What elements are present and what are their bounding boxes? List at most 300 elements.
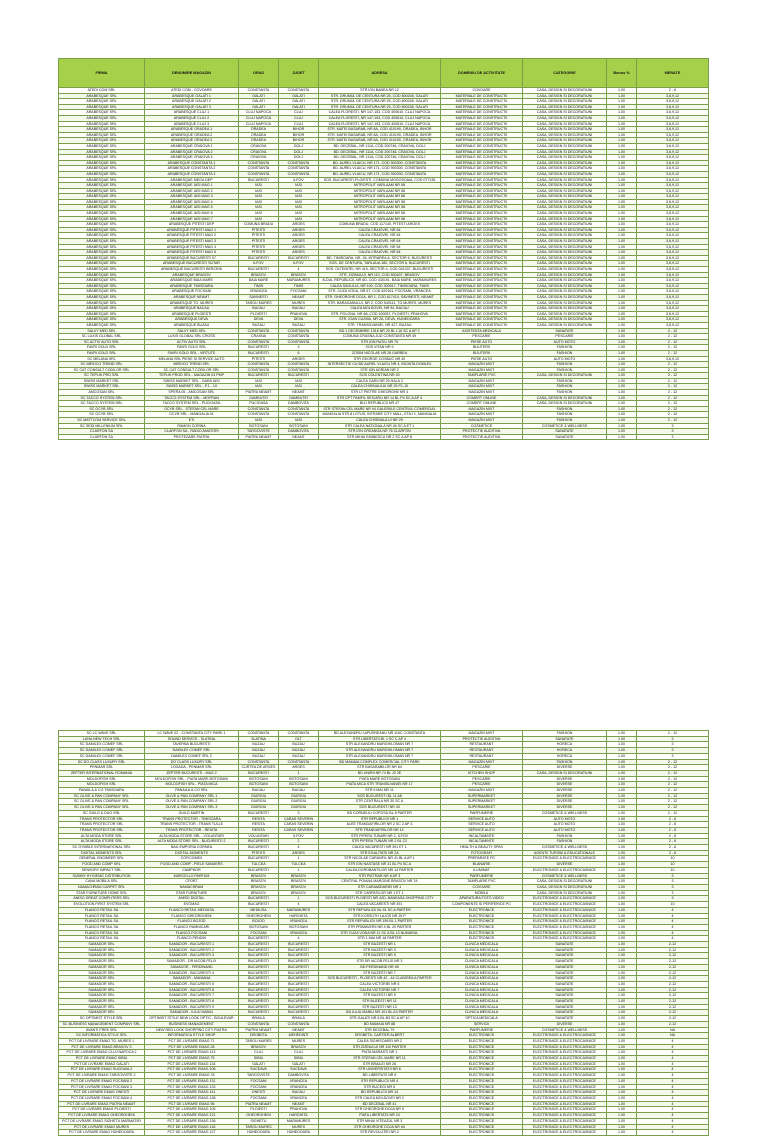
table-cell: MOBILA bbox=[441, 890, 523, 896]
table-cell: BUCURESTI bbox=[239, 810, 279, 816]
table-cell: 1.00 bbox=[607, 770, 637, 776]
table-cell: 2 - 6 bbox=[637, 833, 709, 839]
table-cell: SOS. OLTENITEI, NR 415, SECTOR 4, COD 041337, BUCURESTI bbox=[319, 267, 441, 273]
table-cell: SWISS MARKET SRL bbox=[59, 378, 145, 384]
table-cell: SOS VITAN NR 9 bbox=[319, 345, 441, 351]
table-cell: BRASOV bbox=[279, 1044, 319, 1050]
table-cell: PLOIESTI bbox=[239, 1107, 279, 1113]
table-cell: CASA, DESIGN SI DECORATIUNI bbox=[523, 373, 607, 379]
table-row bbox=[59, 1130, 709, 1136]
table-cell: BOTOSANI bbox=[279, 776, 319, 782]
table-cell: SAMADOR SRL bbox=[59, 970, 145, 976]
table-cell: FAVRI GOLD SRL bbox=[59, 345, 145, 351]
table-cell: MATERIALE DE CONSTRUCTII bbox=[441, 93, 523, 99]
table-cell: CARAS SEVERIN bbox=[279, 816, 319, 822]
table-cell: RESTAURANT bbox=[441, 742, 523, 748]
table-cell: ARABESQUE SRL bbox=[59, 183, 145, 189]
table-cell: 1.00 bbox=[607, 149, 637, 155]
table-cell: CRAIOVA bbox=[239, 155, 279, 161]
table-cell: ILFOV bbox=[239, 261, 279, 267]
table-cell: CONSTANTA bbox=[239, 339, 279, 345]
table-cell: ARABESQUE SRL bbox=[59, 149, 145, 155]
table-cell: COSMETICE & WELLNESS bbox=[523, 810, 607, 816]
table-cell: BUCURESTI bbox=[279, 964, 319, 970]
table-cell: CASA, DESIGN SI DECORATIUNI bbox=[523, 239, 607, 245]
table-cell: GALATI bbox=[279, 1061, 319, 1067]
table-cell: 1.00 bbox=[607, 104, 637, 110]
table-cell: STR. CUZA VODA, NR 67, COD 620161, FOCSANI, VRANCEA bbox=[319, 289, 441, 295]
table-cell: CASA, DESIGN SI DECORATIUNI bbox=[523, 255, 607, 261]
table-cell: 2-12 bbox=[637, 964, 709, 970]
table-cell: SAMADOR SRL bbox=[59, 953, 145, 959]
table-cell: 3,6,9,12 bbox=[637, 166, 709, 172]
table-cell: BUCURESTI bbox=[239, 856, 279, 862]
table-cell: NA bbox=[637, 1033, 709, 1039]
table-cell: IASI bbox=[239, 199, 279, 205]
table-cell: ELECTRONICE & ELECTROCASNICE bbox=[523, 896, 607, 902]
table-cell: BUCURESTI bbox=[239, 947, 279, 953]
table-cell: ARABESQUE SRL bbox=[59, 267, 145, 273]
table-cell: SIBIU bbox=[279, 1056, 319, 1062]
table-cell: LUXIS GLOBAL SRL CROSS bbox=[145, 334, 239, 340]
table-cell: 1.00 bbox=[607, 759, 637, 765]
table-cell: STR. BARAGANULUI, NR 2, COD 540111, TG MURES, MURES bbox=[319, 300, 441, 306]
table-cell: PREPARATE PC bbox=[441, 856, 523, 862]
table-cell: CLINICA MEDICALA bbox=[441, 947, 523, 953]
table-body-top bbox=[59, 88, 709, 440]
table-cell: 1.00 bbox=[607, 919, 637, 925]
table-cell: 1.00 bbox=[607, 736, 637, 742]
table-cell: TARGOVISTE bbox=[239, 1073, 279, 1079]
table-cell: PITESTI bbox=[239, 250, 279, 256]
table-cell: FOCSANI bbox=[239, 1084, 279, 1090]
table-cell: 1.00 bbox=[607, 183, 637, 189]
table-cell: CLUJ bbox=[239, 1050, 279, 1056]
table-cell: 1.00 bbox=[607, 1016, 637, 1022]
table-cell: BIHOR bbox=[279, 132, 319, 138]
table-cell: PRAHOVA bbox=[279, 311, 319, 317]
table-cell: PIATA MARE BOTOSANI bbox=[319, 776, 441, 782]
table-cell: GIURGIU bbox=[279, 793, 319, 799]
table-cell: ARABESQUE SRL bbox=[59, 216, 145, 222]
table-cell: 3,6,9,12 bbox=[637, 311, 709, 317]
table-cell: ARABESQUE SRL bbox=[59, 283, 145, 289]
table-cell: BUCURESTI bbox=[239, 267, 279, 273]
table-cell: STR NICOLAE CARANFIL NR 41 BL A AP 1 bbox=[319, 856, 441, 862]
table-cell: CLUJ bbox=[279, 1050, 319, 1056]
table-cell: IASI bbox=[239, 378, 279, 384]
table-cell: STAR FURNITURE bbox=[145, 890, 239, 896]
table-cell: 1.00 bbox=[607, 272, 637, 278]
table-cell: BRASOV bbox=[239, 1044, 279, 1050]
table-cell: BLANARIE bbox=[441, 862, 523, 868]
table-cell: SAMADOR - BUCURESTI 6 bbox=[145, 987, 239, 993]
table-cell: SANATATE bbox=[523, 942, 607, 948]
table-cell: 1.00 bbox=[607, 981, 637, 987]
table-cell: MATERIALE DE CONSTRUCTII bbox=[441, 216, 523, 222]
table-cell: ATEDI COM SRL bbox=[59, 88, 145, 94]
table-cell: ARABESQUE SRL bbox=[59, 239, 145, 245]
table-cell: 1.00 bbox=[607, 423, 637, 429]
table-cell: SAMADOR SRL bbox=[59, 1010, 145, 1016]
table-cell: MATERIALE DE CONSTRUCTII bbox=[441, 239, 523, 245]
table-cell: ATEDI COM - COVOARE bbox=[145, 88, 239, 94]
table-cell: CONSTANTA bbox=[239, 171, 279, 177]
table-cell: AGENTII TURISM & EDUCATIONALE bbox=[523, 850, 607, 856]
table-cell: BUCURESTI bbox=[279, 947, 319, 953]
table-cell: PCT DE LIVRARE EMAG FOCSANI 2 bbox=[59, 1078, 145, 1084]
table-cell: MATERIALE DE CONSTRUCTII bbox=[441, 121, 523, 127]
table-body-bottom bbox=[59, 731, 709, 1136]
table-cell: 2 - 12 bbox=[637, 345, 709, 351]
table-cell: 3 bbox=[637, 890, 709, 896]
table-cell: SOS. BUCURESTI-PLOIESTI, COMUNA MOGOSOAIA, COD 077135 bbox=[319, 177, 441, 183]
table-cell: PCT DE LIVRARE EMAG GHEORGHENI bbox=[59, 1113, 145, 1119]
table-cell: MOLDOFISH SRL - PIATA MARE BOTOSANI bbox=[145, 776, 239, 782]
table-cell: CLUJ NAPOCA bbox=[239, 115, 279, 121]
table-cell: FASHION bbox=[523, 412, 607, 418]
table-cell: SANATATE bbox=[523, 981, 607, 987]
table-cell: MATERIALE DE CONSTRUCTII bbox=[441, 300, 523, 306]
table-cell: CASA, DESIGN SI DECORATIUNI bbox=[523, 261, 607, 267]
table-cell: GALATI bbox=[239, 99, 279, 105]
table-cell: 1.00 bbox=[607, 401, 637, 407]
table-cell: SERVICII bbox=[441, 1021, 523, 1027]
table-cell: SC OPTIMIST STYLE SRL bbox=[59, 1016, 145, 1022]
table-cell: CONSTANTA bbox=[239, 412, 279, 418]
table-cell: CLINICA MEDICALA bbox=[441, 1004, 523, 1010]
table-cell: 1.00 bbox=[607, 993, 637, 999]
table-cell: CLINICA MEDICALA bbox=[441, 959, 523, 965]
table-cell: 4 bbox=[637, 913, 709, 919]
table-cell: STR REVOLUTIEI NR 2 bbox=[319, 1130, 441, 1136]
table-cell: SC OLIVE & PAN COMPANY SRL bbox=[59, 799, 145, 805]
table-cell: SUPERMARKET bbox=[441, 793, 523, 799]
table-cell: STR. MATEI BASARAB, NR 8A, COD 410190, ORADEA, BIHOR bbox=[319, 132, 441, 138]
table-cell: 2 - 12 bbox=[637, 788, 709, 794]
table-cell: ELECTRONICE bbox=[441, 1096, 523, 1102]
table-cell: SAMADOR SRL bbox=[59, 981, 145, 987]
table-cell: 3,6,9,12 bbox=[637, 171, 709, 177]
table-cell: 3,6,9,12 bbox=[637, 115, 709, 121]
table-cell: PITESTI bbox=[239, 244, 279, 250]
table-cell: CASA, DESIGN SI DECORATIUNI bbox=[523, 244, 607, 250]
table-cell: SC OLIVE & PAN COMPANY SRL bbox=[59, 793, 145, 799]
table-cell: ALEE TRANDAFIRILOR NR 2 SC 2 AP 3 bbox=[319, 822, 441, 828]
table-cell: 1.00 bbox=[607, 788, 637, 794]
table-cell: BUCURESTI bbox=[279, 255, 319, 261]
table-cell: 1.00 bbox=[607, 856, 637, 862]
table-cell: PCT DE LIVRARE EMAG 136 bbox=[145, 1118, 239, 1124]
table-cell: TRANS PROTECTOR - TRANS TULLE bbox=[145, 822, 239, 828]
table-cell: BACAU bbox=[239, 788, 279, 794]
table-cell: 3,6,9,12 bbox=[637, 261, 709, 267]
table-cell: CONSTANTA bbox=[279, 339, 319, 345]
table-cell: FOCSANI bbox=[239, 1078, 279, 1084]
table-cell: ARABESQUE CLUJ 3 bbox=[145, 121, 239, 127]
table-cell: SC DAMILEX COMEF SRL bbox=[59, 753, 145, 759]
table-cell: 3 bbox=[637, 896, 709, 902]
table-cell: VRANCEA bbox=[279, 919, 319, 925]
table-cell: FLANCO PENDIN bbox=[145, 936, 239, 942]
table-cell: 1.00 bbox=[607, 121, 637, 127]
table-cell: BLD REPUBLICII NR 47 bbox=[319, 401, 441, 407]
table-cell: ELECTRONICE bbox=[441, 936, 523, 942]
table-cell: EVOLUTION FIRST SYSTEM SRL bbox=[59, 902, 145, 908]
table-cell: ELECTRONICE & ELECTROCASNICE bbox=[523, 1130, 607, 1136]
table-cell: BACAU bbox=[279, 1090, 319, 1096]
table-cell: SOS BUCURESTI PLOIESTI NR 42D, BANEASA SHOPPING CITY bbox=[319, 896, 441, 902]
table-cell: 2-12 bbox=[637, 1004, 709, 1010]
table-cell: CALEA CRAIOVEI, NR 64 bbox=[319, 250, 441, 256]
table-cell: CALEA DOROBANTILOR NR 14 PARTER bbox=[319, 867, 441, 873]
table-cell: ELECTRONICE & ELECTROCASNICE bbox=[523, 924, 607, 930]
table-cell: 4 bbox=[637, 1084, 709, 1090]
table-cell: MATERIALE DE CONSTRUCTII bbox=[441, 199, 523, 205]
table-cell: PIATRA NEAMT bbox=[239, 390, 279, 396]
table-cell: GIURGIU bbox=[239, 793, 279, 799]
table-cell: BOTOSANI bbox=[239, 782, 279, 788]
table-cell: 1.00 bbox=[607, 1118, 637, 1124]
table-cell: BUCURESTI bbox=[239, 964, 279, 970]
table-cell: ELECTRONICE bbox=[441, 919, 523, 925]
table-cell: 3,6,9,12 bbox=[637, 356, 709, 362]
table-cell: 1.00 bbox=[607, 930, 637, 936]
table-cell: 1.00 bbox=[607, 429, 637, 435]
table-cell: SUPERMARKET bbox=[441, 799, 523, 805]
table-cell: COVOARE bbox=[441, 88, 523, 94]
table-cell: ARABESQUE SRL bbox=[59, 300, 145, 306]
table-cell: STR CUZA VODA NR 11 SC A BL 13 NUMARUL bbox=[319, 930, 441, 936]
table-cell: SC LC WAVE SRL bbox=[59, 731, 145, 737]
table-cell: GAMBUTEI bbox=[279, 395, 319, 401]
table-cell: STR CALEA MOLDOVEI NR 2 bbox=[319, 1096, 441, 1102]
table-cell: TIMIS bbox=[239, 283, 279, 289]
table-cell: ARABESQUE GALATI 2 bbox=[145, 99, 239, 105]
table-cell: CALEA FLORESTI, NR 147-153, COD 400610, CLUJ NAPOCA bbox=[319, 115, 441, 121]
table-cell: 2-12 bbox=[637, 993, 709, 999]
table-cell: ARGES bbox=[279, 356, 319, 362]
table-cell: SUPERMARKET bbox=[441, 805, 523, 811]
table-cell: STR REPUBLICII NR 159 BL 1 PARTER bbox=[319, 919, 441, 925]
table-cell: PROTEZARE PIATRA bbox=[145, 434, 239, 440]
table-cell: CASA, DESIGN SI DECORATIUNI bbox=[523, 205, 607, 211]
table-cell: 2 - 6 bbox=[637, 816, 709, 822]
table-cell: ARABESQUE SRL bbox=[59, 166, 145, 172]
table-cell: 2-12 bbox=[637, 976, 709, 982]
table-cell: ELECTRONICE bbox=[441, 1124, 523, 1130]
table-cell: PESCARIE bbox=[523, 334, 607, 340]
table-cell: 1.00 bbox=[607, 1044, 637, 1050]
table-cell: BRASOV bbox=[239, 873, 279, 879]
table-cell: HORECA bbox=[523, 742, 607, 748]
table-cell: SC INFORMATICA STYLE SRL bbox=[59, 1033, 145, 1039]
table-cell: CARAS SEVERIN bbox=[279, 827, 319, 833]
table-cell: PIESE AUTO bbox=[441, 339, 523, 345]
table-cell: ARABESQUE ORADEA 1 bbox=[145, 127, 239, 133]
table-cell: FLANCO BOJOD bbox=[145, 919, 239, 925]
table-cell: BUZAU bbox=[239, 748, 279, 754]
table-cell: CLARFON SA - RADIO AMATORI bbox=[145, 429, 239, 435]
table-cell: 1.00 bbox=[607, 127, 637, 133]
table-cell: ARABESQUE CONSTANTA 1 bbox=[145, 160, 239, 166]
table-cell: CASA, DESIGN SI DECORATIUNI bbox=[523, 879, 607, 885]
table-cell: COSMETICE & WELLNESS bbox=[523, 423, 607, 429]
table-cell: DOLJ bbox=[279, 143, 319, 149]
table-cell: 1.00 bbox=[607, 300, 637, 306]
table-cell: ELECTRONICE & ELECTROCASNICE bbox=[523, 1124, 607, 1130]
table-cell: 1.00 bbox=[607, 177, 637, 183]
table-cell: MATERIALE DE CONSTRUCTII bbox=[441, 261, 523, 267]
table-cell: SWISS MARKET SRL - GARA IASI bbox=[145, 378, 239, 384]
table-cell: 1.00 bbox=[607, 350, 637, 356]
table-cell: HORECA bbox=[523, 753, 607, 759]
table-cell: SC TACCO SYSTEM SRL bbox=[59, 401, 145, 407]
table-cell: 2-12 bbox=[637, 970, 709, 976]
table-cell: PCT DE LIVRARE EMAG 134 bbox=[145, 1061, 239, 1067]
table-cell: MATERIALE DE CONSTRUCTII bbox=[441, 188, 523, 194]
table-cell: CONSTANTA bbox=[279, 334, 319, 340]
table-cell: ARABESQUE SRL bbox=[59, 211, 145, 217]
table-cell: MATERIALE DE CONSTRUCTII bbox=[441, 166, 523, 172]
table-cell: ELECTRONICE bbox=[441, 1050, 523, 1056]
table-cell: 1.00 bbox=[607, 805, 637, 811]
table-cell: SOS BUCURESTI NR 43 bbox=[319, 805, 441, 811]
table-cell: 3,6,9,12 bbox=[637, 227, 709, 233]
table-cell: CALEA VACARESTI NR 391 ET 1 bbox=[319, 845, 441, 851]
table-cell: 3,6,9,12 bbox=[637, 138, 709, 144]
table-cell: 3,6,9,12 bbox=[637, 267, 709, 273]
table-cell: 1.00 bbox=[607, 748, 637, 754]
table-cell: CALEA VACARESTI NR 391 bbox=[319, 902, 441, 908]
table-cell: CASA, DESIGN SI DECORATIUNI bbox=[523, 283, 607, 289]
table-cell: PCT DE LIVRARE EMAG 138 bbox=[145, 1096, 239, 1102]
table-cell: ELECTRONICE & ELECTROCASNICE bbox=[523, 1061, 607, 1067]
table-cell: IASI bbox=[239, 418, 279, 424]
table-cell: SANATATE bbox=[523, 964, 607, 970]
table-cell: 1.00 bbox=[607, 99, 637, 105]
table-cell: SERVICE AUTO bbox=[441, 822, 523, 828]
table-cell: 2 - 12 bbox=[637, 401, 709, 407]
table-cell: 3,6,9,12 bbox=[637, 121, 709, 127]
table-cell: 1.00 bbox=[607, 776, 637, 782]
table-cell: DIVERSE bbox=[523, 793, 607, 799]
table-cell: 1 bbox=[279, 896, 319, 902]
table-cell: GHEORGHENI bbox=[239, 1113, 279, 1119]
table-cell: ELECTRONICE & ELECTROCASNICE bbox=[523, 1101, 607, 1107]
table-cell: IASI bbox=[239, 216, 279, 222]
table-cell: CALEA FLORESTI, NR 147-153, COD 400610, CLUJ NAPOCA bbox=[319, 121, 441, 127]
table-cell: BUCURESTI bbox=[279, 993, 319, 999]
table-cell: BOJOD bbox=[239, 919, 279, 925]
table-cell: IASI bbox=[279, 188, 319, 194]
table-cell: BOTOSANI bbox=[239, 423, 279, 429]
table-cell: 1.00 bbox=[607, 233, 637, 239]
table-cell: LOGADA - PENMAR SRL bbox=[145, 765, 239, 771]
table-cell: 2 - 6 bbox=[637, 88, 709, 94]
table-cell: 4 bbox=[637, 907, 709, 913]
table-cell: 1.00 bbox=[607, 907, 637, 913]
table-cell: 1.00 bbox=[607, 227, 637, 233]
table-cell: 2 - 12 bbox=[637, 395, 709, 401]
table-cell: MOLDOFISH SRL bbox=[59, 782, 145, 788]
table-cell: BUCURESTI bbox=[239, 970, 279, 976]
table-cell: PCT DE LIVRARE EMAG 131 bbox=[145, 1078, 239, 1084]
table-cell: BD DECEBAL NR 41 bbox=[319, 1101, 441, 1107]
table-cell: BD. DECEBAL, NR 111A, COD 200746, CRAIOVA, DOLJ bbox=[319, 155, 441, 161]
table-cell: 1.00 bbox=[607, 261, 637, 267]
table-cell: CLINICA MEDICALA bbox=[441, 964, 523, 970]
table-cell: BUZAU bbox=[239, 753, 279, 759]
table-cell: ARABESQUE IASI MAG 2 bbox=[145, 188, 239, 194]
table-cell: OCYB SRL - MANGALIA 01 bbox=[145, 412, 239, 418]
table-cell: BUCURESTI bbox=[239, 999, 279, 1005]
table-cell: MAGAZIN MIXT bbox=[441, 390, 523, 396]
table-cell: 10 bbox=[637, 862, 709, 868]
table-cell: SC GYMBLE INTERNATIONAL SRL bbox=[59, 845, 145, 851]
table-cell: 1.00 bbox=[607, 289, 637, 295]
table-cell: STR CARAMIDARIEI NR 1 bbox=[319, 884, 441, 890]
table-cell: 1.00 bbox=[607, 1124, 637, 1130]
table-cell: ARABESQUE BACAU bbox=[145, 306, 239, 312]
table-cell: BIJUTERII bbox=[441, 350, 523, 356]
table-cell: PESCARIE bbox=[441, 765, 523, 771]
table-cell: MATERIALE DE CONSTRUCTII bbox=[441, 255, 523, 261]
table-cell: 1.00 bbox=[607, 1084, 637, 1090]
table-cell: 3 bbox=[637, 736, 709, 742]
table-cell: ILUMINAT bbox=[441, 867, 523, 873]
table-cell: ELECTRONICE & ELECTROCASNICE bbox=[523, 1078, 607, 1084]
table-cell: 2-12 bbox=[637, 987, 709, 993]
table-cell: BD CORNELIU COPOSU BL 8 PARTER bbox=[319, 810, 441, 816]
table-cell: ELECTRONICE bbox=[441, 1130, 523, 1136]
table-cell: STR LIBERTATII BL 1 SC C AP 4 bbox=[319, 736, 441, 742]
table-cell: 3,6,9,12 bbox=[637, 110, 709, 116]
table-cell: PENMAR SRL bbox=[59, 765, 145, 771]
table-cell: BOTOSANI bbox=[279, 924, 319, 930]
table-cell: ARABESQUE ORADEA 2 bbox=[145, 132, 239, 138]
table-cell: BRASOV bbox=[279, 884, 319, 890]
table-cell: ARABESQUE DEVA bbox=[145, 317, 239, 323]
table-cell: STR PRIMAVERII NR 4 BL 20 PARTER bbox=[319, 924, 441, 930]
table-cell: ELECTRONICE & ELECTROCASNICE bbox=[523, 907, 607, 913]
table-cell: CLUJ NAPOCA bbox=[239, 121, 279, 127]
table-cell: ALTA MODA STORE SRL bbox=[59, 839, 145, 845]
table-cell: PROTECTIE AUDITIVA bbox=[441, 434, 523, 440]
table-cell: SAMADOR - BUCURESTI 9 bbox=[145, 1004, 239, 1010]
table-cell: CLINICA MEDICALA bbox=[441, 976, 523, 982]
table-cell: CALEA VICTORIEI NR 5 bbox=[319, 981, 441, 987]
table-cell: MATERIALE DE CONSTRUCTII bbox=[441, 127, 523, 133]
table-cell: 2 - 12 bbox=[637, 770, 709, 776]
table-cell: ARABESQUE BUCURESTI 07 bbox=[145, 255, 239, 261]
table-cell: 2 - 12 bbox=[637, 373, 709, 379]
table-cell: BUCURESTI bbox=[279, 987, 319, 993]
table-cell: CARAS SEVERIN bbox=[279, 822, 319, 828]
table-cell: 2 bbox=[279, 839, 319, 845]
table-cell: BUCURESTI bbox=[239, 936, 279, 942]
table-cell: 1.00 bbox=[607, 395, 637, 401]
header-categorie: CATEGORIE bbox=[523, 59, 607, 88]
table-cell: CURTEA DE ARGES bbox=[239, 765, 279, 771]
table-cell: CASA, DESIGN SI DECORATIUNI bbox=[523, 155, 607, 161]
table-cell: FASHION bbox=[523, 367, 607, 373]
table-cell: CASA, DESIGN SI DECORATIUNI bbox=[523, 395, 607, 401]
table-cell: ELECTRONICE bbox=[441, 1078, 523, 1084]
table-cell: ARABESQUE SRL bbox=[59, 194, 145, 200]
table-cell: STR. DRUMUL DE CENTURA NR.25, COD 800248, GALATI bbox=[319, 99, 441, 105]
table-cell: PCT DE LIVRARE EMAG 96 bbox=[145, 1101, 239, 1107]
